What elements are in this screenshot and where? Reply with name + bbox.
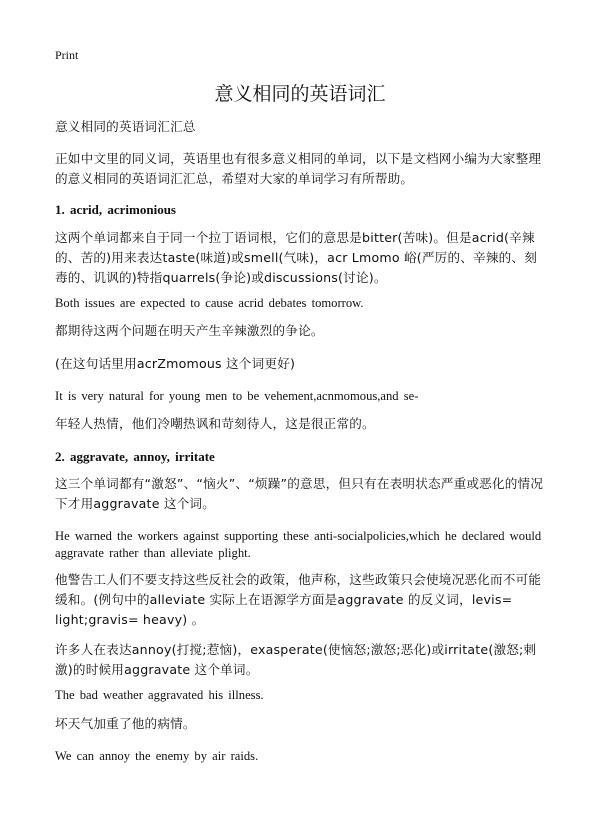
section-2-example-2-chinese: 坏天气加重了他的病情。 <box>55 716 196 731</box>
section-2-example-3-english: We can annoy the enemy by air raids. <box>55 749 259 763</box>
print-label: Print <box>55 48 79 62</box>
section-2-example-1-chinese: 他警告工人们不要支持这些反社会的政策，他声称，这些政策只会使境况恶化而不可能缓和。(例句中的alleviate 实际上在语源学方面是aggravate 的反义词，levis= light;gravis= heavy) 。 <box>55 572 542 627</box>
section-1-example-1-english: Both issues are expected to cause acrid debates tomorrow. <box>55 296 364 310</box>
section-2-example-1-english: He warned the workers against supporting these anti-socialpolicies,which he declared would aggravate rather than alleviate plight. <box>55 529 542 560</box>
section-1-note: (在这句话里用acrZmomous 这个词更好) <box>55 356 296 371</box>
section-1-example-1-chinese: 都期待这两个问题在明天产生辛辣激烈的争论。 <box>55 323 324 338</box>
page-title: 意义相同的英语词汇 <box>214 83 386 105</box>
section-2-example-2-english: The bad weather aggravated his illness. <box>55 688 264 702</box>
section-2-paragraph-1: 这三个单词都有“激怒”、“恼火”、“烦躁”的意思，但只有在表明状态严重或恶化的情况下才用aggravate 这个词。 <box>55 476 544 511</box>
section-2-paragraph-2: 许多人在表达annoy(打搅;惹恼)，exasperate(使恼怒;激怒;恶化)或irritate(激怒;刺激)的时候用aggravate 这个单词。 <box>55 642 537 677</box>
section-1-paragraph: 这两个单词都来自于同一个拉丁语词根，它们的意思是bitter(苦味)。但是acrid(辛辣的、苦的)用来表达taste(味道)或smell(气味)，acr Lmomo 峪(严厉的、辛辣的、刻毒的、讥讽的)特指quarrels(争论)或discussions(讨论)。 <box>55 230 537 285</box>
section-1-heading: 1. acrid, acrimonious <box>55 202 176 217</box>
section-2-heading: 2. aggravate, annoy, irritate <box>55 449 215 464</box>
section-1-example-2-chinese: 年轻人热情，他们冷嘲热讽和苛刻待人，这是很正常的。 <box>55 416 375 431</box>
section-1-example-2-english: It is very natural for young men to be vehement,acnmomous,and se- <box>55 389 419 403</box>
subtitle: 意义相同的英语词汇汇总 <box>55 119 196 134</box>
intro-paragraph: 正如中文里的同义词，英语里也有很多意义相同的单词，以下是文档网小编为大家整理的意义相同的英语词汇汇总，希望对大家的单词学习有所帮助。 <box>55 151 542 186</box>
